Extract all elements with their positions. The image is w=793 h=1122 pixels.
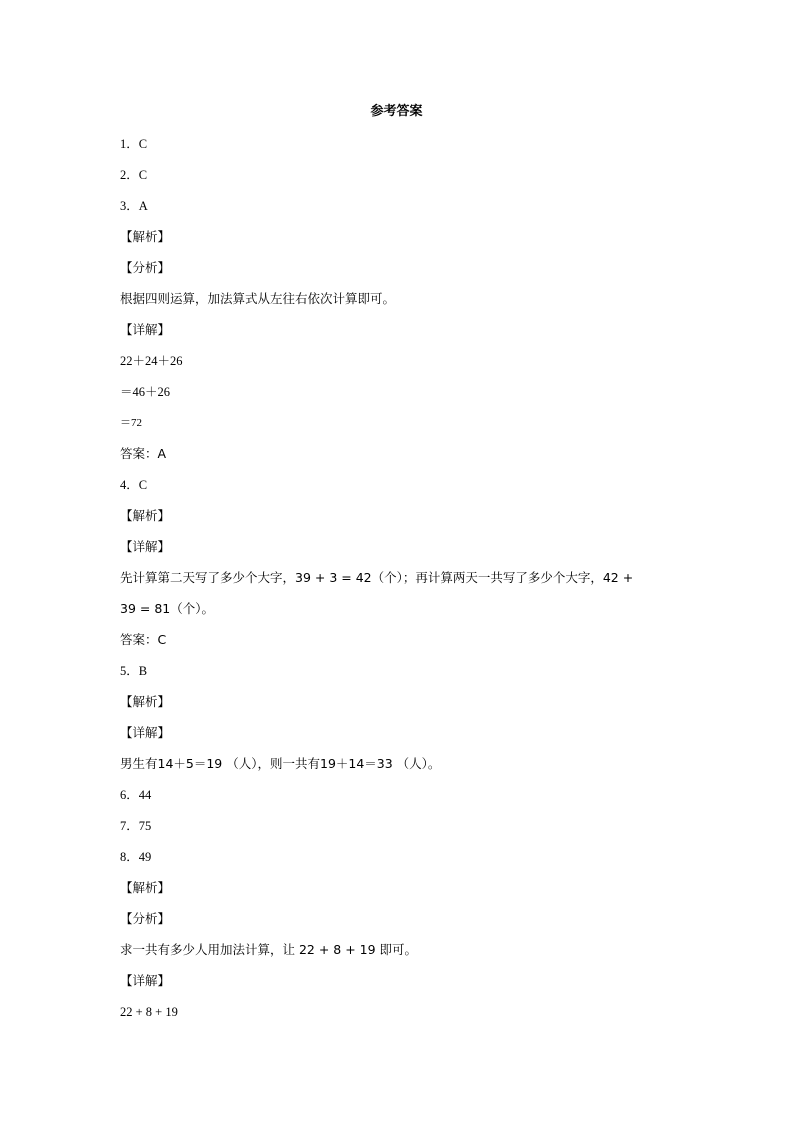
analysis-text: 求一共有多少人用加法计算，让 22 + 8 + 19 即可。	[120, 942, 418, 957]
section-label-jiexi: 【解析】	[120, 880, 171, 895]
explanation-text: 先计算第二天写了多少个大字，39 + 3 = 42（个）；再计算两天一共写了多少个大字，42 +	[120, 570, 634, 585]
analysis-text: 根据四则运算，加法算式从左往右依次计算即可。	[120, 291, 396, 306]
answer-content	[120, 134, 680, 1033]
answer-text: 答案：C	[120, 632, 167, 647]
section-label-xiangjie: 【详解】	[120, 725, 171, 740]
math-step: 22 + 8 + 19	[120, 1005, 178, 1019]
section-label-xiangjie: 【详解】	[120, 973, 171, 988]
section-label-xiangjie: 【详解】	[120, 322, 171, 337]
math-step: 22＋24＋26	[120, 354, 183, 368]
page-title: 参考答案	[370, 104, 423, 119]
section-label-fenxi: 【分析】	[120, 260, 171, 275]
section-label-jiexi: 【解析】	[120, 508, 171, 523]
explanation-text: 男生有14＋5＝19 （人），则一共有19＋14＝33 （人）。	[120, 756, 441, 771]
answer-line-2: 2．C	[120, 168, 148, 182]
answer-line-1: 1．C	[120, 137, 148, 151]
section-label-jiexi: 【解析】	[120, 229, 171, 244]
section-label-fenxi: 【分析】	[120, 911, 171, 926]
section-label-jiexi: 【解析】	[120, 694, 171, 709]
answer-line-5: 5．B	[120, 664, 148, 678]
answer-line-8: 8．49	[120, 850, 152, 864]
answer-line-6: 6．44	[120, 788, 152, 802]
answer-text: 答案：A	[120, 446, 167, 461]
explanation-text: 39 = 81（个）。	[120, 601, 214, 616]
answer-line-7: 7．75	[120, 819, 152, 833]
answer-line-3: 3．A	[120, 199, 148, 213]
section-label-xiangjie: 【详解】	[120, 539, 171, 554]
answer-line-4: 4．C	[120, 478, 148, 492]
math-step: ＝46＋26	[120, 385, 171, 399]
math-step: ＝72	[120, 417, 142, 429]
